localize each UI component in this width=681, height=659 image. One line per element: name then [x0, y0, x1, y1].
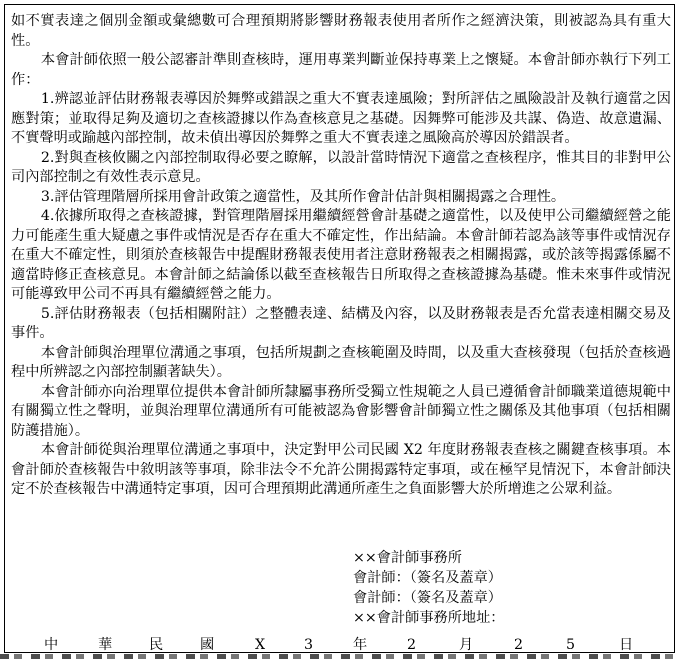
date-char: 月: [459, 637, 474, 653]
date-char: 民: [149, 637, 164, 653]
date-char: 5: [566, 637, 576, 653]
firm-address: ××會計師事務所地址：: [353, 610, 505, 626]
report-frame: [4, 4, 675, 653]
date-char: 中: [44, 637, 59, 653]
paragraph-independence: 本會計師亦向治理單位提供本會計師所隸屬事務所受獨立性規範之人員已遵循會計師職業道德規範中有關獨立性之聲明，並與治理單位溝通所有可能被認為會影響會計師獨立性之關係及其他事項（包括相關防護措施）。: [11, 383, 671, 439]
date-char: 2: [407, 637, 417, 653]
date-char: 日: [619, 637, 634, 653]
firm-name: ××會計師事務所: [353, 550, 462, 566]
paragraph-key-audit-matters: 本會計師從與治理單位溝通之事項中，決定對甲公司民國 X2 年度財務報表查核之關鍵查核事項。本會計師於查核報告中敘明該等事項，除非法令不允許公開揭露特定事項，或在極罕見情況下，本會計師決定不於查核報告中溝通特定事項，因可合理預期此溝通所產生之負面影響大於所增進之公眾利益。: [11, 442, 671, 497]
date-char: 2: [514, 637, 524, 653]
date-char: 年: [353, 637, 368, 653]
accountant-signature-2: 會計師：（簽名及蓋章）: [353, 590, 502, 606]
paragraph-item-3: 3.評估管理階層所採用會計政策之適當性，及其所作會計估計與相關揭露之合理性。: [40, 188, 566, 205]
report-body: [11, 12, 671, 500]
paragraph-materiality: 如不實表達之個別金額或彙總數可合理預期將影響財務報表使用者所作之經濟決策，則被認為具有重大性。: [11, 13, 671, 49]
paragraph-item-4: 4.依據所取得之查核證據，對管理階層採用繼續經營會計基礎之適當性，以及使甲公司繼續經營之能力可能產生重大疑慮之事件或情況是否存在重大不確定性，作出結論。本會計師若認為該等事件或情況存在重大不確定性，則須於查核報告中提醒財務報表使用者注意財務報表之相關揭露，或於該等揭露係屬不適當時修正查核意見。本會計師之結論係以截至查核報告日所取得之查核證據為基礎。惟未來事件或情況可能導致甲公司不再具有繼續經營之能力。: [11, 208, 671, 302]
accountant-signature-1: 會計師：（簽名及蓋章）: [353, 570, 502, 586]
date-char: 3: [304, 637, 314, 653]
date-char: 國: [200, 637, 215, 653]
paragraph-communication: 本會計師與治理單位溝通之事項，包括所規劃之查核範圍及時間，以及重大查核發現（包括於查核過程中所辨認之內部控制顯著缺失）。: [11, 344, 671, 380]
paragraph-professional-skepticism: 本會計師依照一般公認審計準則查核時，運用專業判斷並保持專業上之懷疑。本會計師亦執行下列工作：: [11, 52, 671, 88]
paragraph-item-1: 1.辨認並評估財務報表導因於舞弊或錯誤之重大不實表達風險；對所評估之風險設計及執行適當之因應對策；並取得足夠及適切之查核證據以作為查核意見之基礎。因舞弊可能涉及共謀、偽造、故意遺漏、不實聲明或踰越內部控制，故未偵出導因於舞弊之重大不實表達之風險高於導因於錯誤者。: [11, 91, 671, 146]
report-date: [5, 635, 674, 653]
signature-block: [353, 548, 504, 628]
paragraph-item-2: 2.對與查核攸關之內部控制取得必要之瞭解，以設計當時情況下適當之查核程序，惟其目的非對甲公司內部控制之有效性表示意見。: [11, 149, 671, 185]
cropped-next-line: [0, 654, 681, 659]
paragraph-item-5: 5.評估財務報表（包括相關附註）之整體表達、結構及內容，以及財務報表是否允當表達相關交易及事件。: [11, 305, 671, 341]
date-char: 華: [98, 637, 113, 653]
date-char: X: [255, 637, 266, 653]
